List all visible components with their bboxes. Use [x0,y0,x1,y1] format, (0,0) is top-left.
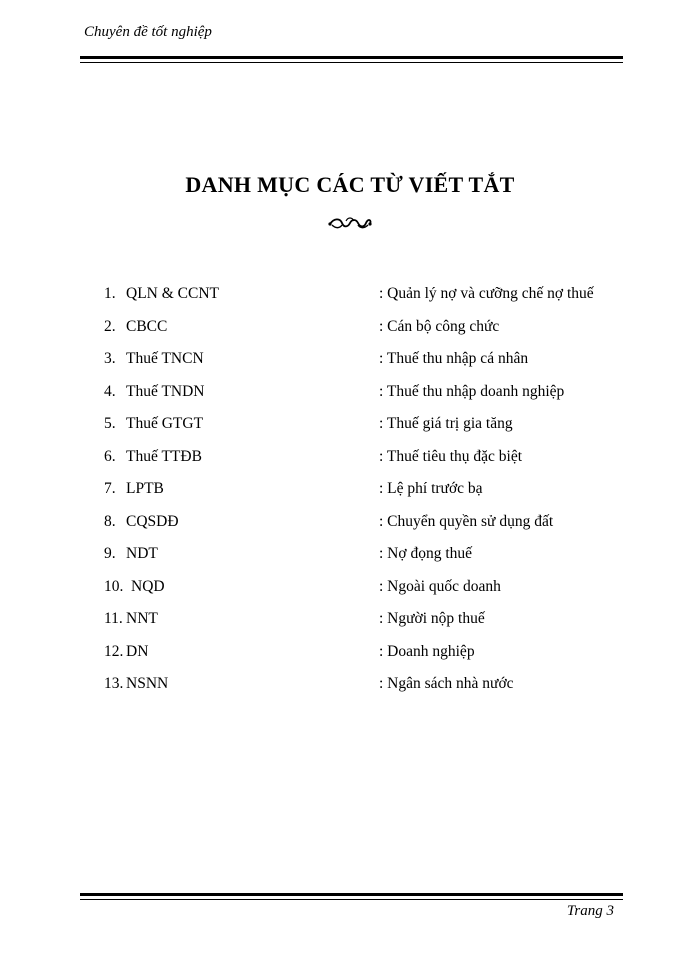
item-number: 12. [104,642,124,660]
list-item [104,318,644,351]
list-item [104,513,644,546]
item-number: 13. [104,675,124,692]
item-abbreviation: Thuế TTĐB [126,447,202,465]
item-definition: : Cán bộ công chức [379,317,500,335]
item-abbreviation: QLN & CCNT [126,285,219,302]
item-definition: : Quản lý nợ và cưỡng chế nợ thuế [379,285,594,302]
list-item [104,448,644,481]
item-definition: : Ngân sách nhà nước [379,675,514,692]
list-item [104,545,644,578]
item-number: 6. [104,447,116,465]
list-item [104,383,644,416]
item-abbreviation: Thuế TNDN [126,382,205,400]
item-abbreviation: DN [126,642,149,660]
item-abbreviation: CBCC [126,317,168,335]
item-number: 1. [104,285,116,302]
item-number: 9. [104,545,116,562]
item-number: 3. [104,350,116,367]
item-abbreviation: Thuế GTGT [126,415,204,432]
item-number: 8. [104,512,116,530]
list-item [104,610,644,643]
list-item [104,285,644,318]
list-item [104,675,644,708]
footer-rule [80,893,623,900]
page-number: Trang 3 [566,903,614,919]
ornament-icon [326,214,374,232]
item-definition: : Thuế tiêu thụ đặc biệt [379,447,523,465]
item-abbreviation: Thuế TNCN [126,350,204,367]
list-item [104,480,644,513]
item-definition: : Ngoài quốc doanh [379,577,501,595]
item-definition: : Chuyển quyền sử dụng đất [379,512,554,530]
item-number: 7. [104,480,116,497]
item-abbreviation: NSNN [126,675,169,692]
item-definition: : Nợ đọng thuế [379,545,473,562]
item-number: 10. [104,577,124,595]
abbreviation-list [104,285,644,708]
item-definition: : Thuế thu nhập cá nhân [379,350,529,367]
item-abbreviation: NQD [131,577,165,595]
item-definition: : Người nộp thuế [379,610,485,627]
item-definition: : Doanh nghiệp [379,642,475,660]
list-item [104,415,644,448]
item-abbreviation: NNT [126,610,158,627]
item-definition: : Lệ phí trước bạ [379,480,483,497]
item-number: 5. [104,415,116,432]
item-number: 4. [104,382,116,400]
item-number: 11. [104,610,123,627]
item-definition: : Thuế giá trị gia tăng [379,415,513,432]
item-abbreviation: LPTB [126,480,164,497]
header-rule [80,56,623,63]
list-item [104,643,644,676]
item-number: 2. [104,317,116,335]
item-abbreviation: NDT [126,545,158,562]
header-title: Chuyên đề tốt nghiệp [84,24,212,40]
item-abbreviation: CQSDĐ [126,512,179,530]
list-item [104,578,644,611]
list-item [104,350,644,383]
page-title: DANH MỤC CÁC TỪ VIẾT TẮT [185,172,515,197]
item-definition: : Thuế thu nhập doanh nghiệp [379,382,565,400]
